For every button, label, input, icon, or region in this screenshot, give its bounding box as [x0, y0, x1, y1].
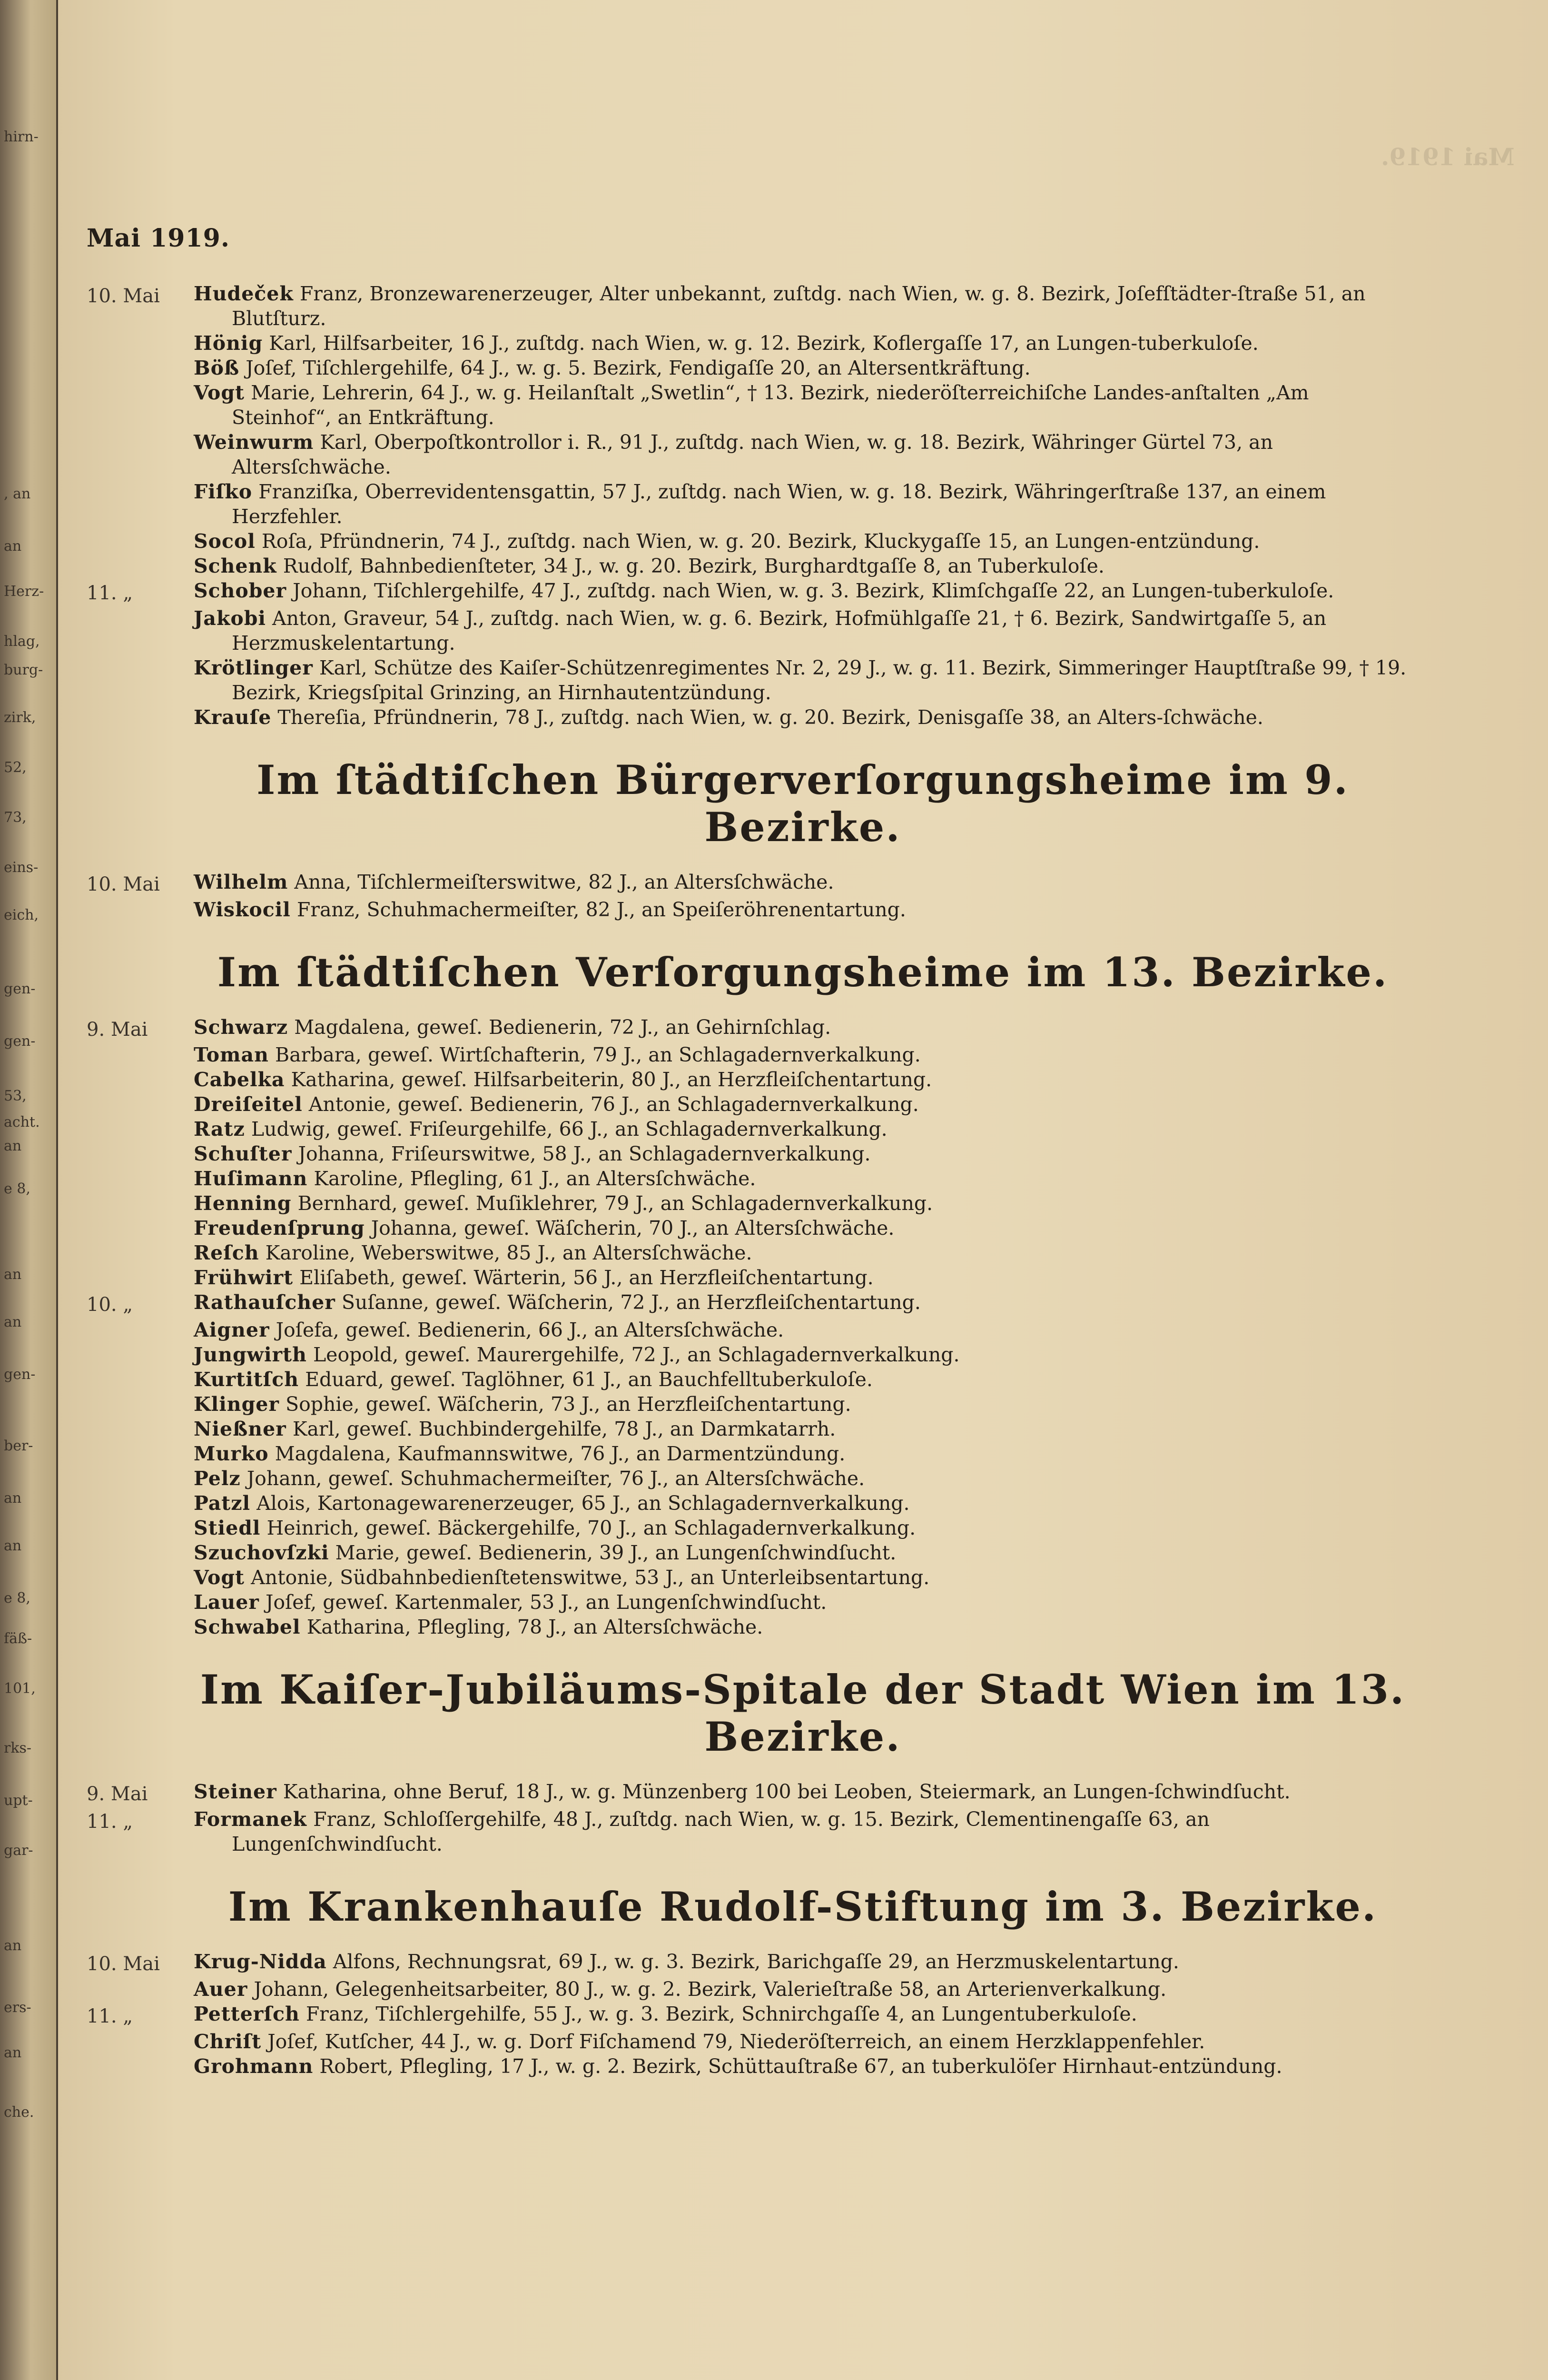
register-entry	[87, 606, 1410, 655]
register-entry	[87, 281, 1410, 331]
entry-details: Anton, Graveur, 54 J., zuſtdg. nach Wien, w. g. 6. Bezirk, Hofmühlgaſſe 21, † 6. Bezirk, Sandwirtgaſſe 5, an Herzmuskelentartung.	[232, 607, 1327, 654]
entry-date	[87, 1516, 194, 1517]
entry-date	[87, 1042, 194, 1044]
entry-details: Johanna, Friſeurswitwe, 58 J., an Schlagadernverkalkung.	[298, 1142, 871, 1165]
entry-text	[194, 2054, 1410, 2079]
entry-surname: Wiskocil	[194, 898, 291, 921]
entry-text	[194, 897, 1410, 922]
entry-surname: Henning	[194, 1192, 292, 1215]
entry-details: Bernhard, geweſ. Muſiklehrer, 79 J., an Schlagadernverkalkung.	[297, 1192, 933, 1215]
entry-date	[87, 1342, 194, 1344]
register-entry	[87, 1216, 1410, 1240]
document-page	[58, 0, 1548, 2380]
entry-date	[87, 1092, 194, 1094]
entry-details: Leopold, geweſ. Maurergehilfe, 72 J., an Schlagadernverkalkung.	[313, 1343, 960, 1366]
entry-surname: Jakobi	[194, 607, 266, 630]
entry-surname: Vogt	[194, 381, 245, 404]
entry-details: Ludwig, geweſ. Friſeurgehilfe, 66 J., an Schlagadernverkalkung.	[251, 1118, 887, 1140]
entry-details: Joſef, Tiſchlergehilfe, 64 J., w. g. 5. Bezirk, Fendigaſſe 20, an Altersentkräftung.	[246, 357, 1031, 379]
margin-fragment: gen-	[4, 1033, 36, 1050]
entry-details: Heinrich, geweſ. Bäckergehilfe, 70 J., an Schlagadernverkalkung.	[266, 1517, 916, 1539]
entry-date	[87, 1265, 194, 1267]
register-entry	[87, 1117, 1410, 1141]
register-entry	[87, 2054, 1410, 2079]
entry-date	[87, 1067, 194, 1069]
entry-date: 9. Mai	[87, 1783, 148, 1805]
register-entry	[87, 1318, 1410, 1342]
entry-date	[87, 1441, 194, 1443]
entry-details: Johann, Tiſchlergehilfe, 47 J., zuſtdg. nach Wien, w. g. 3. Bezirk, Klimſchgaſſe 22, an Lungen-tuberkuloſe.	[293, 579, 1334, 602]
entry-details: Suſanne, geweſ. Wäſcherin, 72 J., an Herzfleiſchentartung.	[341, 1291, 921, 1314]
margin-fragment: gen-	[4, 981, 36, 997]
entry-date	[87, 2054, 194, 2056]
entry-date	[87, 606, 194, 608]
entry-details: Johann, geweſ. Schuhmachermeiſter, 76 J., an Altersſchwäche.	[246, 1467, 865, 1490]
entry-date	[87, 430, 194, 432]
register-entry	[87, 1466, 1410, 1491]
show-through-text: Mai 1919.	[1381, 143, 1515, 171]
register-entry	[87, 578, 1410, 606]
entry-text	[194, 529, 1410, 554]
entry-text	[194, 1807, 1410, 1856]
margin-fragment: burg-	[4, 662, 43, 678]
entry-details: Karl, Hilfsarbeiter, 16 J., zuſtdg. nach Wien, w. g. 12. Bezirk, Koflergaſſe 17, an Lungen-tuberkuloſe.	[269, 332, 1259, 355]
entry-date	[87, 897, 194, 899]
margin-fragment: che.	[4, 2104, 34, 2121]
entry-surname: Chriſt	[194, 2030, 262, 2053]
entry-text	[194, 1565, 1410, 1590]
margin-fragment: zirk,	[4, 709, 36, 726]
register-entry	[87, 529, 1410, 554]
margin-fragment: an	[4, 2044, 22, 2061]
entry-surname: Frühwirt	[194, 1266, 294, 1289]
entry-surname: Krauſe	[194, 706, 272, 729]
entry-text	[194, 356, 1410, 380]
entry-text	[194, 1067, 1410, 1092]
entry-surname: Ratz	[194, 1118, 245, 1140]
entry-text	[194, 2002, 1410, 2026]
entry-surname: Kurtitſch	[194, 1368, 299, 1391]
margin-fragment: an	[4, 1138, 22, 1154]
entry-text	[194, 1491, 1410, 1516]
register-entry	[87, 1615, 1410, 1639]
entry-text	[194, 1141, 1410, 1166]
death-register	[87, 281, 1410, 2079]
margin-fragment: fäß-	[4, 1630, 32, 1647]
entry-date	[87, 655, 194, 657]
register-entry	[87, 1540, 1410, 1565]
register-entry	[87, 1067, 1410, 1092]
register-entry	[87, 655, 1410, 705]
entry-details: Barbara, geweſ. Wirtſchafterin, 79 J., an Schlagadernverkalkung.	[275, 1043, 921, 1066]
entry-text	[194, 1392, 1410, 1417]
margin-fragment: acht.	[4, 1114, 40, 1130]
entry-text	[194, 870, 1410, 894]
register-entry	[87, 1590, 1410, 1615]
entry-date: 10. „	[87, 1294, 133, 1316]
margin-fragment: upt-	[4, 1792, 33, 1809]
entry-surname: Krötlinger	[194, 656, 313, 679]
previous-page-edge	[0, 0, 58, 2380]
margin-fragment: 53,	[4, 1088, 27, 1104]
margin-fragment: an	[4, 1537, 22, 1554]
page-header: Mai 1919.	[87, 224, 230, 253]
entry-surname: Aigner	[194, 1319, 270, 1341]
entry-text	[194, 331, 1410, 356]
entry-text	[194, 554, 1410, 578]
entry-details: Katharina, ohne Beruf, 18 J., w. g. Münzenberg 100 bei Leoben, Steiermark, an Lungen-ſchwindſucht.	[283, 1780, 1291, 1803]
page-content	[87, 224, 1410, 2079]
entry-details: Marie, Lehrerin, 64 J., w. g. Heilanſtalt „Swetlin“, † 13. Bezirk, niederöſterreichiſche Landes-anſtalten „Am Steinhof“, an Entkräftung.	[232, 381, 1309, 429]
entry-details: Joſef, geweſ. Kartenmaler, 53 J., an Lungenſchwindſucht.	[265, 1591, 827, 1614]
entry-text	[194, 606, 1410, 655]
entry-surname: Cabelka	[194, 1068, 285, 1091]
entry-surname: Toman	[194, 1043, 269, 1066]
entry-surname: Krug-Nidda	[194, 1950, 327, 1973]
entry-surname: Grohmann	[194, 2055, 314, 2078]
entry-details: Karoline, Pflegling, 61 J., an Altersſchwäche.	[314, 1167, 756, 1190]
register-entry	[87, 1491, 1410, 1516]
register-entry	[87, 554, 1410, 578]
entry-surname: Vogt	[194, 1566, 245, 1589]
register-entry	[87, 1191, 1410, 1216]
entry-details: Magdalena, Kaufmannswitwe, 76 J., an Darmentzündung.	[275, 1442, 846, 1465]
register-entry	[87, 1417, 1410, 1441]
entry-details: Karoline, Weberswitwe, 85 J., an Altersſchwäche.	[265, 1241, 752, 1264]
register-entry	[87, 380, 1410, 430]
section-heading: Im ſtädtiſchen Bürgerverſorgungsheime im 9. Bezirke.	[256, 756, 1349, 851]
margin-fragment: , an	[4, 486, 31, 502]
entry-details: Karl, Schütze des Kaiſer-Schützenregimentes Nr. 2, 29 J., w. g. 11. Bezirk, Simmeringer Hauptſtraße 99, † 19. Bezirk, Kriegsſpital Grinzing, an Hirnhautentzündung.	[232, 656, 1407, 704]
entry-date: 11. „	[87, 2005, 133, 2027]
entry-date	[87, 1417, 194, 1418]
entry-text	[194, 1540, 1410, 1565]
entry-date: 11. „	[87, 1811, 133, 1833]
margin-fragment: hlag,	[4, 633, 40, 650]
entry-date	[87, 554, 194, 555]
margin-fragment: e 8,	[4, 1180, 30, 1197]
entry-surname: Huſimann	[194, 1167, 308, 1190]
entry-text	[194, 479, 1410, 529]
margin-fragment: ber-	[4, 1438, 33, 1454]
margin-fragment: an	[4, 1490, 22, 1507]
entry-date	[87, 479, 194, 481]
entry-text	[194, 1216, 1410, 1240]
entry-date	[87, 1191, 194, 1193]
margin-fragment: ers-	[4, 1999, 31, 2016]
section-heading: Im Krankenhauſe Rudolf-Stiftung im 3. Bezirke.	[228, 1883, 1378, 1930]
entry-surname: Szuchovſzki	[194, 1541, 329, 1564]
entry-details: Franz, Schloſſergehilfe, 48 J., zuſtdg. nach Wien, w. g. 15. Bezirk, Clementinengaſſe 63, an Lungenſchwindſucht.	[232, 1808, 1210, 1855]
register-entry	[87, 1342, 1410, 1367]
entry-date	[87, 1318, 194, 1319]
entry-date	[87, 1166, 194, 1168]
entry-details: Johann, Gelegenheitsarbeiter, 80 J., w. g. 2. Bezirk, Valerieſtraße 58, an Arterienverkalkung.	[254, 1978, 1167, 2001]
entry-details: Johanna, geweſ. Wäſcherin, 70 J., an Altersſchwäche.	[371, 1217, 895, 1240]
entry-text	[194, 1342, 1410, 1367]
entry-date	[87, 1117, 194, 1119]
margin-fragment: gen-	[4, 1366, 36, 1383]
margin-fragment: e 8,	[4, 1590, 30, 1606]
entry-text	[194, 705, 1410, 730]
register-entry	[87, 430, 1410, 479]
entry-date	[87, 1141, 194, 1143]
margin-fragment: gar-	[4, 1842, 33, 1859]
entry-details: Antonie, Südbahnbedienſtetenswitwe, 53 J., an Unterleibsentartung.	[251, 1566, 930, 1589]
entry-text	[194, 1166, 1410, 1191]
entry-date	[87, 1240, 194, 1242]
entry-surname: Steiner	[194, 1780, 277, 1803]
entry-details: Karl, Oberpoſtkontrollor i. R., 91 J., zuſtdg. nach Wien, w. g. 18. Bezirk, Währinger Gürtel 73, an Altersſchwäche.	[232, 431, 1273, 478]
entry-text	[194, 1977, 1410, 2002]
register-entry	[87, 1015, 1410, 1042]
entry-details: Marie, geweſ. Bedienerin, 39 J., an Lungenſchwindſucht.	[335, 1541, 897, 1564]
register-entry	[87, 1166, 1410, 1191]
entry-details: Karl, geweſ. Buchbindergehilfe, 78 J., an Darmkatarrh.	[292, 1418, 836, 1440]
entry-details: Eduard, geweſ. Taglöhner, 61 J., an Bauchfelltuberkuloſe.	[305, 1368, 873, 1391]
register-entry	[87, 870, 1410, 897]
entry-surname: Auer	[194, 1978, 248, 2001]
register-entry	[87, 331, 1410, 356]
entry-text	[194, 1949, 1410, 1974]
register-entry	[87, 1141, 1410, 1166]
register-entry	[87, 1441, 1410, 1466]
entry-date	[87, 1977, 194, 1979]
entry-date	[87, 529, 194, 531]
entry-details: Magdalena, geweſ. Bedienerin, 72 J., an Gehirnſchlag.	[294, 1016, 831, 1039]
entry-text	[194, 1191, 1410, 1216]
entry-date	[87, 1216, 194, 1218]
register-entry	[87, 1807, 1410, 1856]
entry-details: Thereſia, Pfründnerin, 78 J., zuſtdg. nach Wien, w. g. 20. Bezirk, Denisgaſſe 38, an Alters-ſchwäche.	[277, 706, 1263, 729]
entry-surname: Schwabel	[194, 1616, 301, 1638]
entry-surname: Rathauſcher	[194, 1291, 335, 1314]
entry-surname: Stiedl	[194, 1517, 261, 1539]
register-entry	[87, 1977, 1410, 2002]
entry-details: Alois, Kartonagewarenerzeuger, 65 J., an Schlagadernverkalkung.	[256, 1492, 910, 1515]
entry-text	[194, 1466, 1410, 1491]
entry-surname: Hönig	[194, 332, 263, 355]
register-entry	[87, 1367, 1410, 1392]
entry-text	[194, 1441, 1410, 1466]
register-entry	[87, 356, 1410, 380]
margin-fragment: an	[4, 1314, 22, 1330]
entry-date	[87, 356, 194, 357]
entry-surname: Schober	[194, 579, 287, 602]
entry-text	[194, 380, 1410, 430]
entry-surname: Patzl	[194, 1492, 251, 1515]
register-entry	[87, 2029, 1410, 2054]
margin-fragment: hirn-	[4, 129, 39, 145]
entry-text	[194, 1615, 1410, 1639]
section-heading: Im Kaiſer-Jubiläums-Spitale der Stadt Wien im 13. Bezirke.	[200, 1666, 1406, 1760]
register-entry	[87, 1516, 1410, 1540]
entry-text	[194, 281, 1410, 331]
register-entry	[87, 1290, 1410, 1318]
entry-details: Franz, Schuhmachermeiſter, 82 J., an Speiſeröhrenentartung.	[296, 898, 906, 921]
register-entry	[87, 1949, 1410, 1977]
entry-text	[194, 1015, 1410, 1040]
entry-date	[87, 331, 194, 333]
entry-surname: Klinger	[194, 1393, 279, 1416]
entry-date: 10. Mai	[87, 1953, 160, 1975]
margin-fragment: rks-	[4, 1740, 32, 1756]
entry-surname: Petterſch	[194, 2003, 300, 2025]
entry-date: 10. Mai	[87, 285, 160, 307]
register-entry	[87, 1092, 1410, 1117]
entry-details: Roſa, Pfründnerin, 74 J., zuſtdg. nach Wien, w. g. 20. Bezirk, Kluckygaſſe 15, an Lungen-entzündung.	[261, 530, 1260, 553]
entry-text	[194, 1117, 1410, 1141]
entry-date	[87, 705, 194, 707]
margin-fragment: Herz-	[4, 583, 44, 600]
margin-fragment: eins-	[4, 859, 39, 876]
entry-date	[87, 1367, 194, 1369]
entry-date: 10. Mai	[87, 873, 160, 895]
entry-surname: Nießner	[194, 1418, 286, 1440]
section-heading: Im ſtädtiſchen Verſorgungsheime im 13. Bezirke.	[217, 949, 1389, 996]
entry-details: Franz, Bronzewarenerzeuger, Alter unbekannt, zuſtdg. nach Wien, w. g. 8. Bezirk, Joſefſtädter-ſtraße 51, an Blutſturz.	[232, 282, 1366, 330]
entry-date: 9. Mai	[87, 1019, 148, 1041]
entry-text	[194, 578, 1410, 603]
entry-text	[194, 1240, 1410, 1265]
entry-details: Franziſka, Oberrevidentensgattin, 57 J., zuſtdg. nach Wien, w. g. 18. Bezirk, Währingerſtraße 137, an einem Herzfehler.	[232, 480, 1326, 528]
entry-surname: Weinwurm	[194, 431, 314, 454]
entry-surname: Lauer	[194, 1591, 259, 1614]
entry-surname: Fiſko	[194, 480, 253, 503]
register-entry	[87, 479, 1410, 529]
entry-surname: Dreiſeitel	[194, 1093, 303, 1116]
entry-text	[194, 1092, 1410, 1117]
register-entry	[87, 1392, 1410, 1417]
register-entry	[87, 1042, 1410, 1067]
margin-fragment: 73,	[4, 809, 27, 826]
entry-text	[194, 1042, 1410, 1067]
entry-date	[87, 1491, 194, 1493]
register-entry	[87, 1265, 1410, 1290]
register-entry	[87, 1240, 1410, 1265]
margin-fragment: an	[4, 538, 22, 555]
entry-text	[194, 1318, 1410, 1342]
register-entry	[87, 705, 1410, 730]
entry-surname: Reſch	[194, 1241, 259, 1264]
entry-details: Antonie, geweſ. Bedienerin, 76 J., an Schlagadernverkalkung.	[308, 1093, 919, 1116]
entry-text	[194, 430, 1410, 479]
entry-surname: Jungwirth	[194, 1343, 307, 1366]
entry-surname: Böß	[194, 357, 240, 379]
register-entry	[87, 1779, 1410, 1807]
entry-surname: Murko	[194, 1442, 269, 1465]
entry-details: Franz, Tiſchlergehilfe, 55 J., w. g. 3. Bezirk, Schnirchgaſſe 4, an Lungentuberkuloſe.	[306, 2003, 1137, 2025]
entry-date	[87, 380, 194, 382]
entry-text	[194, 1265, 1410, 1290]
entry-text	[194, 1516, 1410, 1540]
entry-details: Katharina, geweſ. Hilfsarbeiterin, 80 J., an Herzfleiſchentartung.	[291, 1068, 932, 1091]
entry-surname: Formanek	[194, 1808, 307, 1831]
entry-surname: Freudenſprung	[194, 1217, 365, 1240]
entry-surname: Pelz	[194, 1467, 241, 1490]
entry-surname: Schenk	[194, 555, 277, 577]
entry-surname: Socol	[194, 530, 256, 553]
entry-details: Rudolf, Bahnbedienſteter, 34 J., w. g. 20. Bezirk, Burghardtgaſſe 8, an Tuberkuloſe.	[283, 555, 1104, 577]
entry-details: Joſefa, geweſ. Bedienerin, 66 J., an Altersſchwäche.	[276, 1319, 784, 1341]
entry-text	[194, 1590, 1410, 1615]
entry-details: Alfons, Rechnungsrat, 69 J., w. g. 3. Bezirk, Barichgaſſe 29, an Herzmuskelentartung.	[333, 1950, 1179, 1973]
entry-details: Joſef, Kutſcher, 44 J., w. g. Dorf Fiſchamend 79, Niederöſterreich, an einem Herzklappenfehler.	[267, 2030, 1205, 2053]
margin-fragment: 52,	[4, 759, 27, 776]
margin-fragment: 101,	[4, 1680, 36, 1697]
entry-date	[87, 2029, 194, 2031]
entry-date	[87, 1392, 194, 1394]
entry-text	[194, 655, 1410, 705]
entry-surname: Hudeček	[194, 282, 294, 305]
entry-surname: Schuſter	[194, 1142, 292, 1165]
entry-surname: Wilhelm	[194, 871, 288, 893]
entry-date	[87, 1466, 194, 1468]
entry-details: Robert, Pflegling, 17 J., w. g. 2. Bezirk, Schüttauſtraße 67, an tuberkulöſer Hirnhaut-entzündung.	[319, 2055, 1282, 2078]
entry-text	[194, 1779, 1410, 1804]
entry-details: Katharina, Pflegling, 78 J., an Altersſchwäche.	[306, 1616, 763, 1638]
entry-text	[194, 2029, 1410, 2054]
register-entry	[87, 897, 1410, 922]
register-entry	[87, 2002, 1410, 2029]
entry-text	[194, 1417, 1410, 1441]
entry-date	[87, 1565, 194, 1567]
entry-text	[194, 1290, 1410, 1315]
entry-date	[87, 1590, 194, 1592]
entry-surname: Schwarz	[194, 1016, 288, 1039]
register-entry	[87, 1565, 1410, 1590]
margin-fragment: eich,	[4, 907, 39, 923]
entry-date	[87, 1615, 194, 1616]
margin-fragment: an	[4, 1266, 22, 1283]
entry-date: 11. „	[87, 582, 133, 604]
entry-details: Sophie, geweſ. Wäſcherin, 73 J., an Herzfleiſchentartung.	[286, 1393, 851, 1416]
entry-text	[194, 1367, 1410, 1392]
margin-fragment: an	[4, 1937, 22, 1954]
entry-date	[87, 1540, 194, 1542]
entry-details: Anna, Tiſchlermeiſterswitwe, 82 J., an Altersſchwäche.	[294, 871, 834, 893]
entry-details: Eliſabeth, geweſ. Wärterin, 56 J., an Herzfleiſchentartung.	[299, 1266, 874, 1289]
